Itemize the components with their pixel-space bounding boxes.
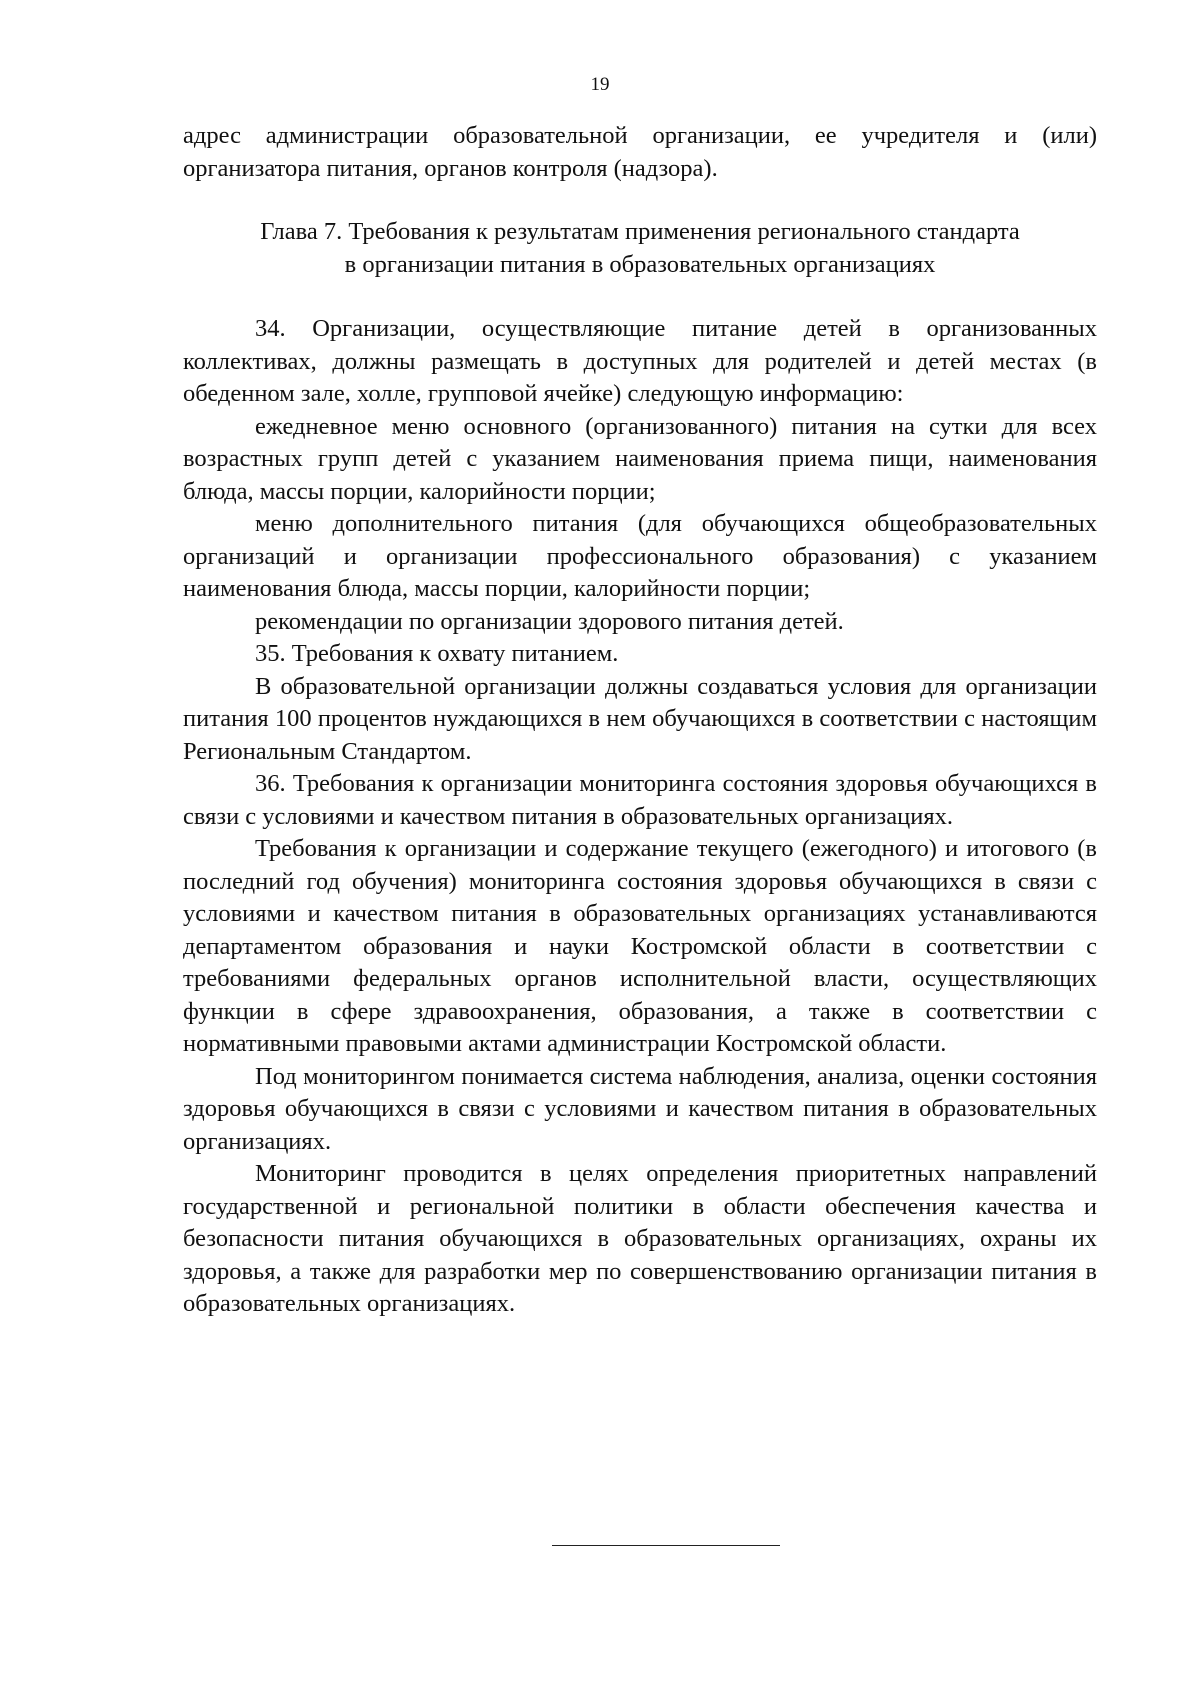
continuation-paragraph: адрес администрации образовательной организации, ее учредителя и (или) организатора питания, органов контроля (надзора). xyxy=(183,122,1097,182)
paragraph-36-requirements: Требования к организации и содержание текущего (ежегодного) и итогового (в последний год обучения) мониторинга состояния здоровья обучающихся в связи с условиями и качеством питания в образовательных организациях устанавливаются департаментом образования и науки Костромской области в соответствии с требованиями федеральных органов исполнительной власти, осуществляющих функции в сфере здравоохранения, образования, а также в соответствии с нормативными правовыми актами администрации Костромской области. xyxy=(183,835,1097,1057)
paragraph-34: 34. Организации, осуществляющие питание детей в организованных коллективах, должны размещать в доступных для родителей и детей местах (в обеденном зале, холле, групповой ячейке) следующую информацию: xyxy=(183,315,1097,407)
list-item-daily-menu: ежедневное меню основного (организованного) питания на сутки для всех возрастных групп детей с указанием наименования приема пищи, наименования блюда, массы порции, калорийности порции; xyxy=(183,412,1097,505)
paragraph-35-body: В образовательной организации должны создаваться условия для организации питания 100 процентов нуждающихся в нем обучающихся в соответствии с настоящим Региональным Стандартом. xyxy=(183,672,1097,765)
paragraph-36-definition: Под мониторингом понимается система наблюдения, анализа, оценки состояния здоровья обучающихся в связи с условиями и качеством питания в образовательных организациях. xyxy=(183,1062,1097,1155)
list-item-recommendations: рекомендации по организации здорового питания детей. xyxy=(255,607,844,635)
chapter-heading xyxy=(183,216,1097,281)
chapter-heading-line-1: Глава 7. Требования к результатам применения регионального стандарта xyxy=(260,218,1020,245)
list-item-additional-menu: меню дополнительного питания (для обучающихся общеобразовательных организаций и организации профессионального образования) с указанием наименования блюда, массы порции, калорийности порции; xyxy=(183,510,1097,602)
chapter-heading-line-2: в организации питания в образовательных организациях xyxy=(344,250,936,278)
paragraph-36-goals: Мониторинг проводится в целях определения приоритетных направлений государственной и региональной политики в области обеспечения качества и безопасности питания обучающихся в образовательных организациях, охраны их здоровья, а также для разработки мер по совершенствованию организации питания в образовательных организациях. xyxy=(183,1160,1097,1317)
paragraph-36: 36. Требования к организации мониторинга состояния здоровья обучающихся в связи с условиями и качеством питания в образовательных организациях. xyxy=(183,770,1097,830)
page-number: 19 xyxy=(590,74,610,95)
document-body xyxy=(183,120,1097,1321)
paragraph-35: 35. Требования к охвату питанием. xyxy=(255,640,619,667)
end-divider xyxy=(552,1545,780,1546)
